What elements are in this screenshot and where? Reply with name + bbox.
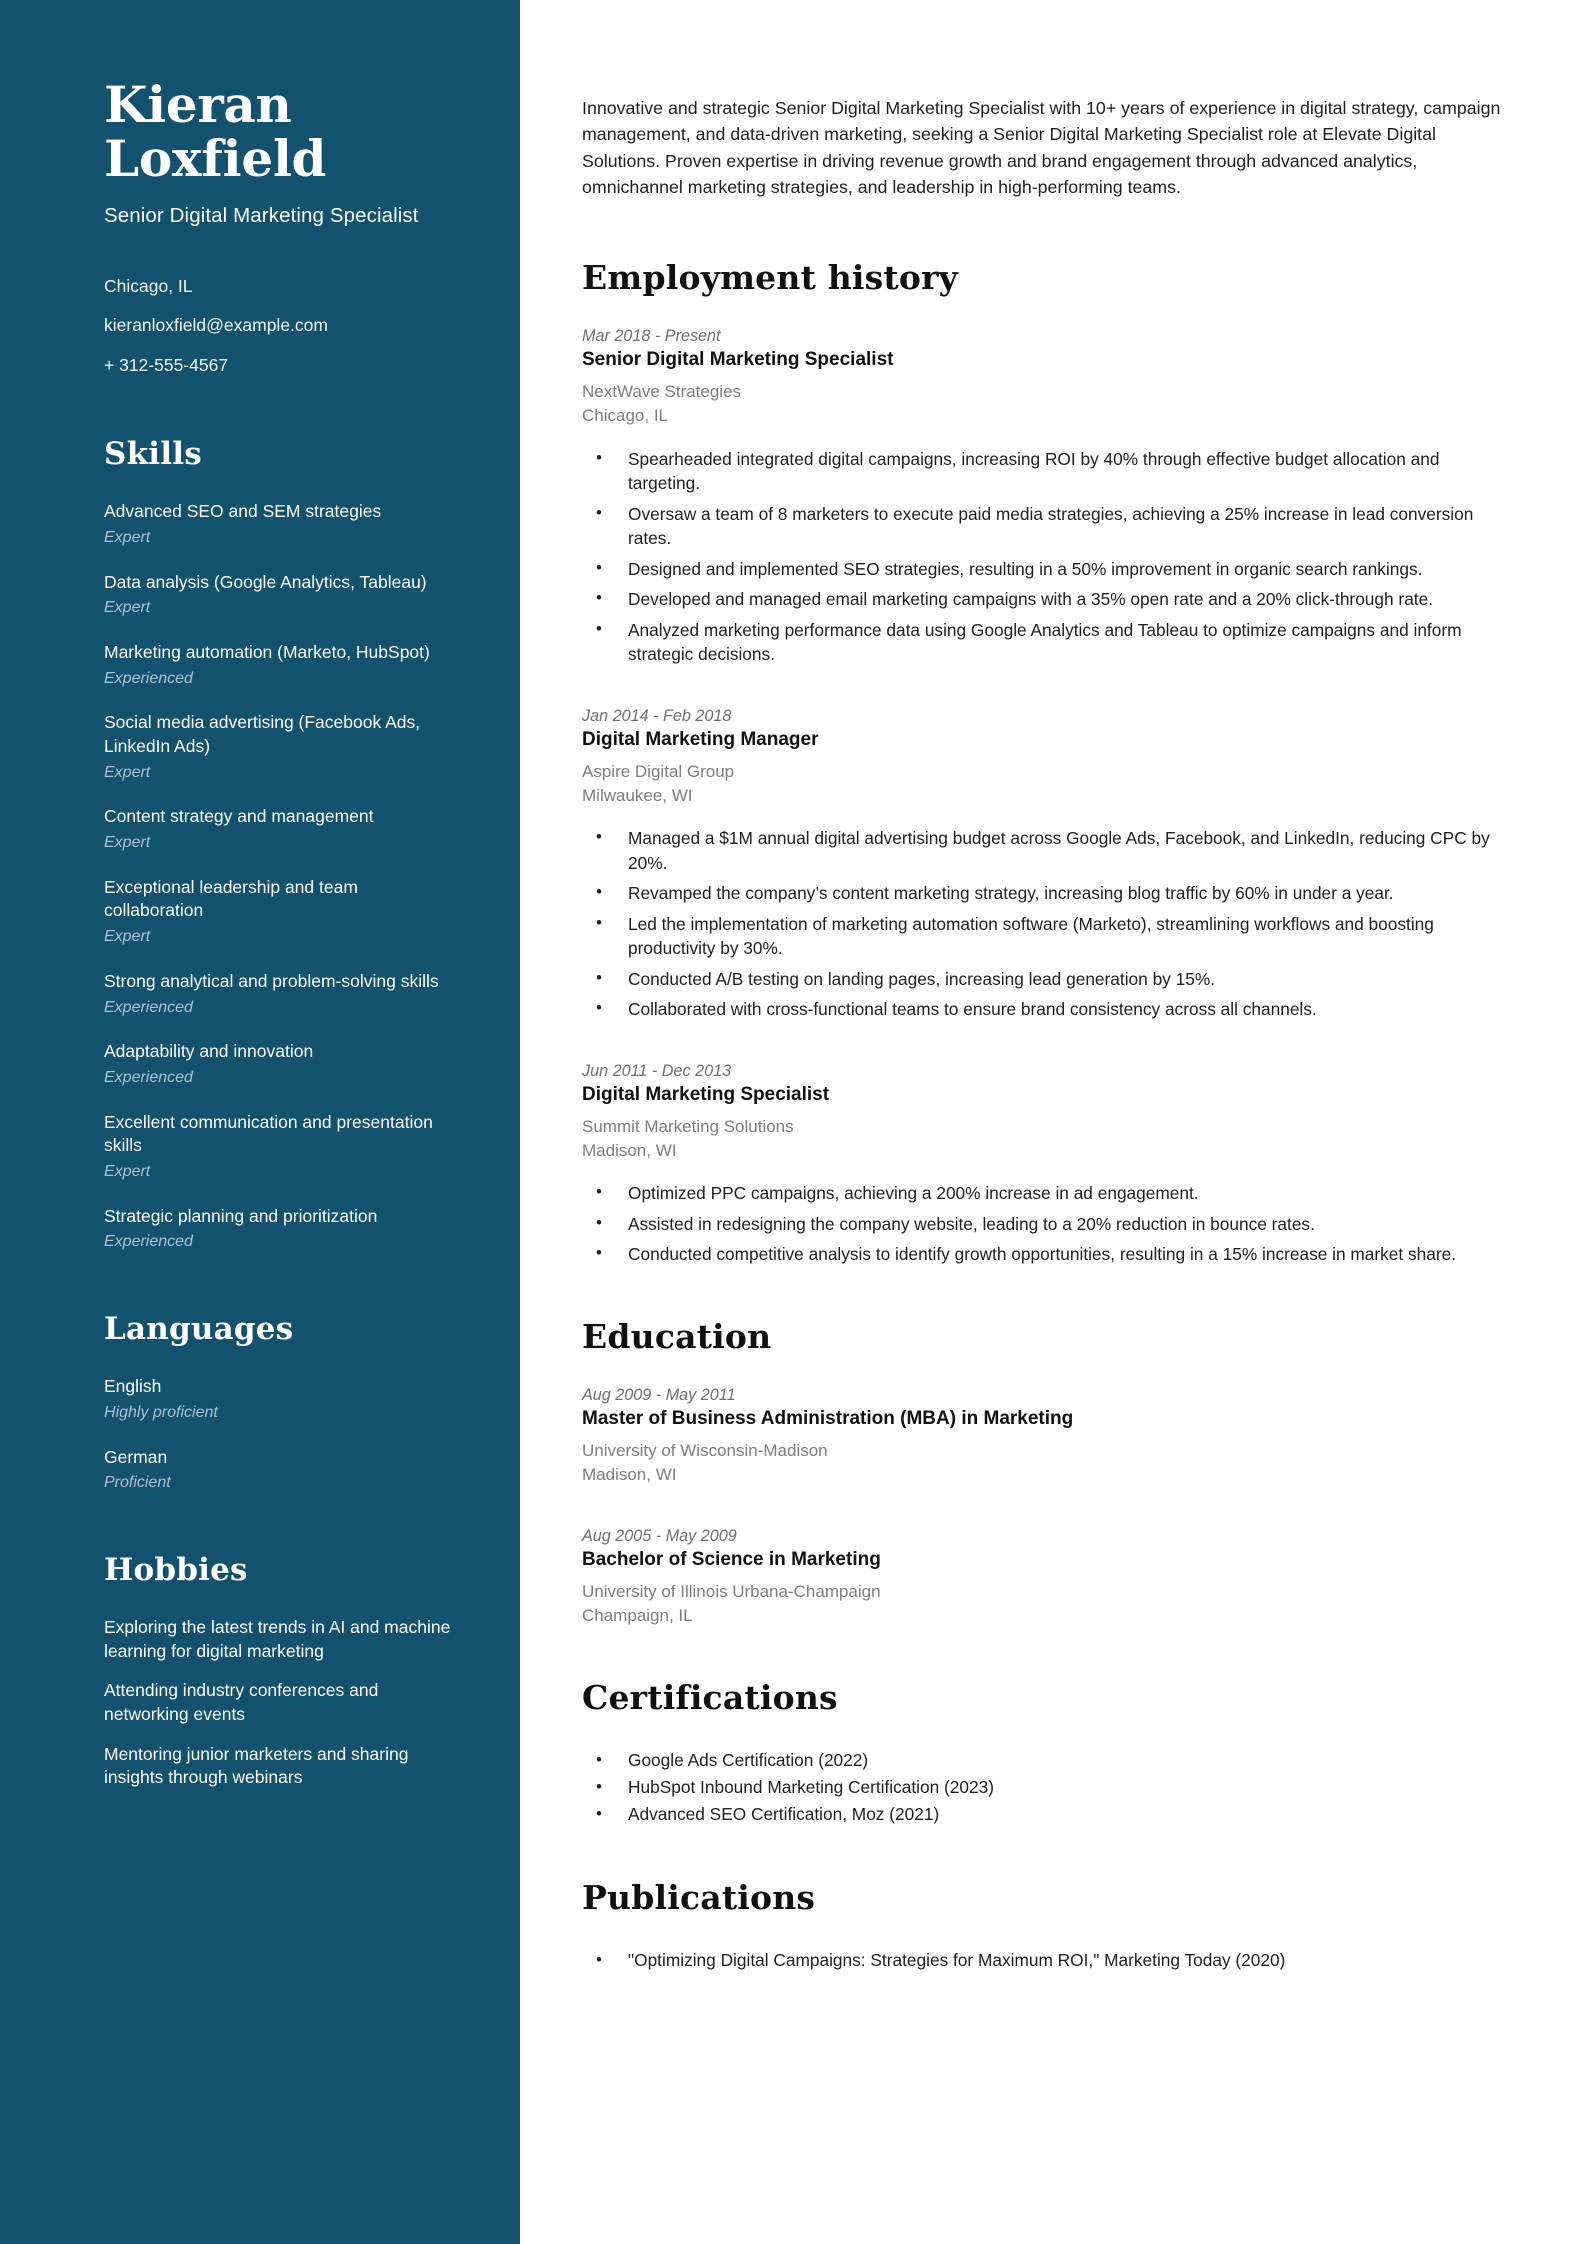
skill-level: Experienced (104, 1068, 193, 1086)
skill-label: Data analysis (Google Analytics, Tableau) (104, 571, 427, 592)
skills-list (104, 500, 458, 1253)
entry-bullets (582, 1181, 1512, 1267)
publication-item: • "Optimizing Digital Campaigns: Strategies for Maximum ROI," Marketing Today (2020) (582, 1947, 1512, 1974)
skill-label: Adaptability and innovation (104, 1041, 314, 1062)
publications-section (582, 1878, 1512, 1974)
hobbies-heading: Hobbies (104, 1552, 248, 1589)
skills-heading: Skills (104, 436, 202, 473)
skill-item (104, 876, 458, 948)
skill-level: Expert (104, 763, 151, 781)
entry-title: Senior Digital Marketing Specialist (582, 349, 894, 371)
entry-organization: Aspire Digital Group (582, 761, 735, 781)
bullet-item: • Developed and managed email marketing campaigns with a 35% open rate and a 20% click-through rate. (582, 587, 1512, 612)
skill-item (104, 641, 458, 689)
entry-organization: University of Wisconsin-Madison (582, 1440, 828, 1460)
skill-item (104, 1111, 458, 1183)
skill-level: Expert (104, 1163, 151, 1180)
last-name: Loxfield (104, 129, 327, 188)
skill-level: Expert (104, 834, 151, 852)
bullet-item: • Oversaw a team of 8 marketers to execute paid media strategies, achieving a 25% increase in lead conversion rates. (582, 502, 1512, 551)
education-entry (582, 1527, 1512, 1628)
language-level: Proficient (104, 1474, 171, 1492)
certifications-list (582, 1747, 1512, 1827)
bullet-item: • Spearheaded integrated digital campaigns, increasing ROI by 40% through effective budget allocation and targeting. (582, 447, 1512, 496)
skill-level: Expert (104, 599, 151, 617)
entry-title: Digital Marketing Specialist (582, 1084, 830, 1106)
certifications-heading: Certifications (582, 1678, 838, 1718)
language-item (104, 1446, 458, 1494)
bullet-item: • Collaborated with cross-functional teams to ensure brand consistency across all channels. (582, 997, 1512, 1022)
hobby-item: Exploring the latest trends in AI and machine learning for digital marketing (104, 1617, 451, 1661)
skill-level: Experienced (104, 998, 193, 1016)
employment-entry (582, 1062, 1512, 1267)
entry-date: Aug 2005 - May 2009 (582, 1527, 737, 1546)
skill-label: Advanced SEO and SEM strategies (104, 501, 382, 522)
bullet-item: • Optimized PPC campaigns, achieving a 200% increase in ad engagement. (582, 1181, 1512, 1206)
certification-item: • Advanced SEO Certification, Moz (2021) (582, 1801, 1512, 1828)
professional-summary: Innovative and strategic Senior Digital Marketing Specialist with 10+ years of experience in digital strategy, campaign management, and data-driven marketing, seeking a Senior Digital Marketing Specialist role at Elevate Digital Solutions. Proven expertise in driving revenue growth and brand engagement through advanced analytics, omnichannel marketing strategies, and leadership in high-performing teams. (582, 98, 1501, 197)
languages-list (104, 1375, 458, 1494)
contact-phone[interactable]: + 312-555-4567 (104, 354, 229, 375)
entry-organization: University of Illinois Urbana-Champaign (582, 1582, 881, 1602)
bullet-item: • Analyzed marketing performance data using Google Analytics and Tableau to optimize campaigns and inform strategic decisions. (582, 618, 1512, 667)
first-name: Kieran (104, 75, 292, 134)
language-label: German (104, 1446, 168, 1467)
entry-location: Milwaukee, WI (582, 786, 693, 806)
entry-location: Chicago, IL (582, 406, 668, 426)
candidate-job-title: Senior Digital Marketing Specialist (104, 204, 419, 227)
skill-item (104, 970, 458, 1018)
entry-organization: NextWave Strategies (582, 382, 742, 402)
employment-heading: Employment history (582, 258, 959, 298)
bullet-item: • Managed a $1M annual digital advertising budget across Google Ads, Facebook, and LinkedIn, reducing CPC by 20%. (582, 826, 1512, 875)
skill-label: Strategic planning and prioritization (104, 1205, 378, 1226)
skill-label: Exceptional leadership and team collaboration (104, 876, 358, 921)
entry-organization: Summit Marketing Solutions (582, 1117, 794, 1137)
language-item (104, 1375, 458, 1423)
skill-item (104, 1040, 458, 1088)
main-content (520, 0, 1588, 2244)
certifications-section (582, 1678, 1512, 1827)
entry-bullets (582, 826, 1512, 1022)
entry-date: Mar 2018 - Present (582, 327, 721, 346)
skill-label: Marketing automation (Marketo, HubSpot) (104, 641, 430, 662)
bullet-item: • Revamped the company’s content marketing strategy, increasing blog traffic by 60% in under a year. (582, 881, 1512, 906)
certification-item: • HubSpot Inbound Marketing Certification (2023) (582, 1774, 1512, 1801)
skill-label: Excellent communication and presentation skills (104, 1111, 433, 1156)
skill-level: Expert (104, 528, 151, 546)
publications-heading: Publications (582, 1877, 816, 1917)
certification-item: • Google Ads Certification (2022) (582, 1747, 1512, 1774)
skill-level: Expert (104, 928, 151, 946)
education-section (582, 1317, 1512, 1629)
skill-level: Experienced (104, 1233, 193, 1251)
entry-title: Master of Business Administration (MBA) in Marketing (582, 1407, 1074, 1429)
entry-date: Jan 2014 - Feb 2018 (582, 706, 732, 725)
skill-level: Experienced (104, 669, 193, 687)
education-heading: Education (582, 1316, 772, 1356)
contact-block (104, 274, 458, 378)
bullet-item: • Led the implementation of marketing automation software (Marketo), streamlining workflows and boosting productivity by 30%. (582, 912, 1512, 961)
language-level: Highly proficient (104, 1403, 218, 1421)
employment-entry (582, 327, 1512, 667)
sidebar (0, 0, 520, 2244)
skill-label: Content strategy and management (104, 806, 374, 827)
bullet-item: • Designed and implemented SEO strategies, resulting in a 50% improvement in organic search rankings. (582, 557, 1512, 582)
entry-title: Digital Marketing Manager (582, 728, 819, 750)
skill-item (104, 711, 458, 783)
contact-email[interactable]: kieranloxfield@example.com (104, 315, 328, 336)
skill-label: Strong analytical and problem-solving skills (104, 970, 439, 991)
hobby-item: Mentoring junior marketers and sharing insights through webinars (104, 1743, 409, 1788)
skill-item (104, 500, 458, 548)
skill-item (104, 1205, 458, 1253)
entry-bullets (582, 447, 1512, 667)
entry-date: Aug 2009 - May 2011 (582, 1385, 736, 1404)
skill-item (104, 571, 458, 619)
entry-location: Madison, WI (582, 1141, 677, 1161)
employment-section (582, 258, 1512, 1267)
hobby-item: Attending industry conferences and networking events (104, 1680, 379, 1724)
entry-date: Jun 2011 - Dec 2013 (582, 1062, 732, 1081)
employment-entry (582, 707, 1512, 1022)
bullet-item: • Conducted competitive analysis to identify growth opportunities, resulting in a 15% increase in market share. (582, 1242, 1512, 1267)
bullet-item: • Assisted in redesigning the company website, leading to a 20% reduction in bounce rates. (582, 1212, 1512, 1237)
entry-title: Bachelor of Science in Marketing (582, 1549, 881, 1571)
skill-item (104, 805, 458, 853)
entry-location: Champaign, IL (582, 1606, 693, 1626)
skill-label: Social media advertising (Facebook Ads, LinkedIn Ads) (104, 712, 421, 757)
languages-heading: Languages (104, 1311, 294, 1348)
language-label: English (104, 1376, 162, 1397)
education-entry (582, 1386, 1512, 1487)
publications-list (582, 1947, 1512, 1974)
bullet-item: • Conducted A/B testing on landing pages, increasing lead generation by 15%. (582, 967, 1512, 992)
candidate-name (104, 75, 458, 188)
contact-location: Chicago, IL (104, 276, 193, 296)
hobbies-list (104, 1616, 458, 1790)
entry-location: Madison, WI (582, 1465, 677, 1485)
